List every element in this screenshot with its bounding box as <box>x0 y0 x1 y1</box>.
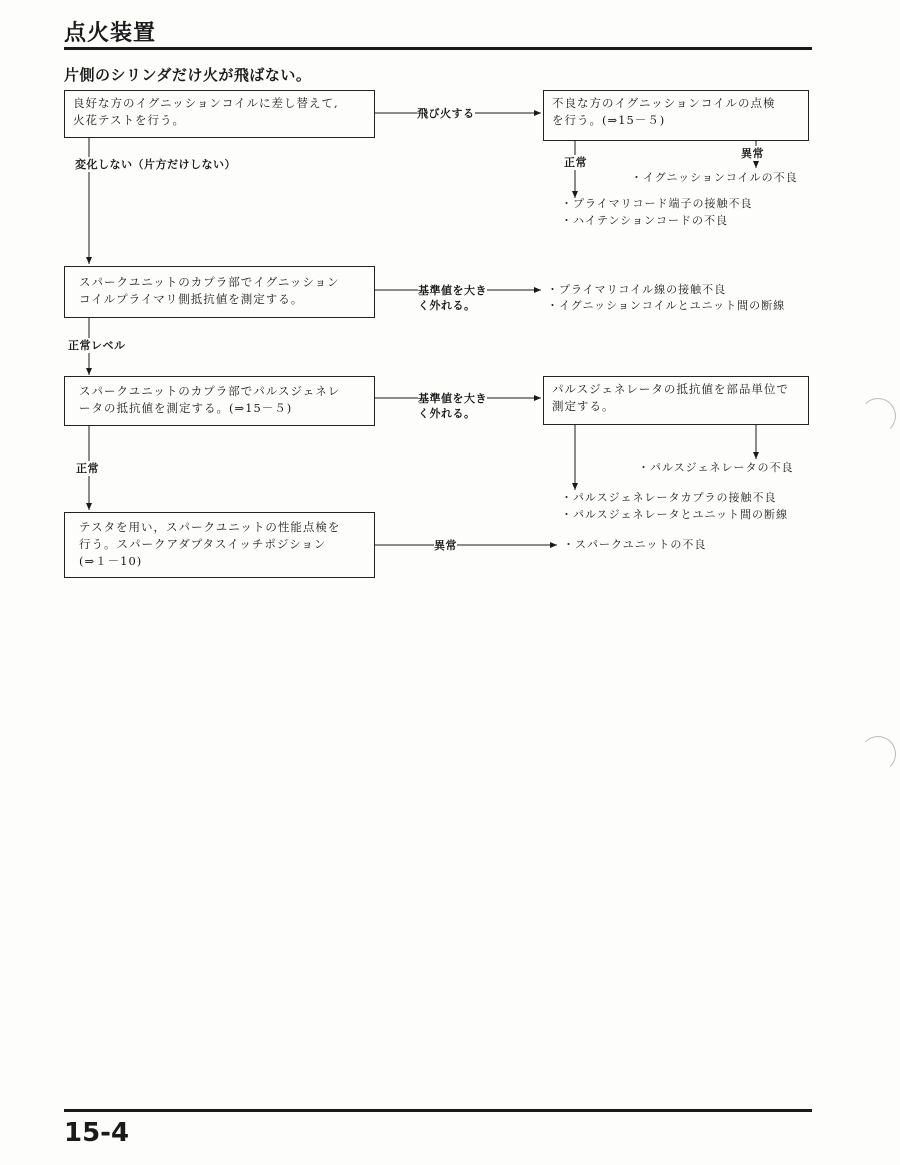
step1-right-ng-label: 異常 <box>741 147 764 160</box>
step3-box: スパークユニットのカプラ部でパルスジェネレ ータの抵抗値を測定する。(⇒15－５) <box>64 376 375 426</box>
step1-ng-cause: ・イグニッションコイルの不良 <box>631 171 798 184</box>
step2-right-label: 基準値を大き く外れる。 <box>418 284 487 312</box>
step2-down-label: 正常レベル <box>68 339 126 352</box>
step4-box: テスタを用い，スパークユニットの性能点検を 行う。スパークアダプタスイッチポジション (⇒１－10) <box>64 512 375 578</box>
scan-mark <box>860 398 896 434</box>
step2-box: スパークユニットのカプラ部でイグニッション コイルプライマリ側抵抗値を測定する。 <box>64 266 375 318</box>
step3-right-box: パルスジェネレータの抵抗値を部品単位で 測定する。 <box>543 376 809 425</box>
step1-right-label: 飛び火する <box>417 107 475 120</box>
footer-rule <box>64 1109 812 1112</box>
step3-left-cause-2: ・パルスジェネレータとユニット間の断線 <box>561 508 789 521</box>
step2-cause-2: ・イグニッションコイルとユニット間の断線 <box>547 299 786 312</box>
chapter-title: 点火装置 <box>64 21 157 46</box>
step1-down-label: 変化しない（片方だけしない） <box>75 158 236 171</box>
step3-left-cause-1: ・パルスジェネレータカプラの接触不良 <box>561 491 777 504</box>
scan-mark <box>860 736 896 772</box>
step2-cause-1: ・プライマリコイル線の接触不良 <box>547 283 727 296</box>
step1-right-box: 不良な方のイグニッションコイルの点検 を行う。(⇒15－５) <box>543 90 809 141</box>
step1-ok-cause-2: ・ハイテンションコードの不良 <box>561 214 728 227</box>
step1-right-ok-label: 正常 <box>564 156 587 169</box>
step4-right-label: 異常 <box>434 539 457 552</box>
step3-down-label: 正常 <box>76 462 99 475</box>
page-number: 15-4 <box>64 1118 130 1148</box>
step4-cause: ・スパークユニットの不良 <box>563 538 707 551</box>
section-title: 片側のシリンダだけ火が飛ばない。 <box>64 66 312 84</box>
step1-box: 良好な方のイグニッションコイルに差し替えて, 火花テストを行う。 <box>64 90 375 138</box>
step3-right-label: 基準値を大き く外れる。 <box>418 392 487 420</box>
step1-ok-cause-1: ・プライマリコード端子の接触不良 <box>561 197 753 210</box>
step3-right-cause: ・パルスジェネレータの不良 <box>638 461 794 474</box>
